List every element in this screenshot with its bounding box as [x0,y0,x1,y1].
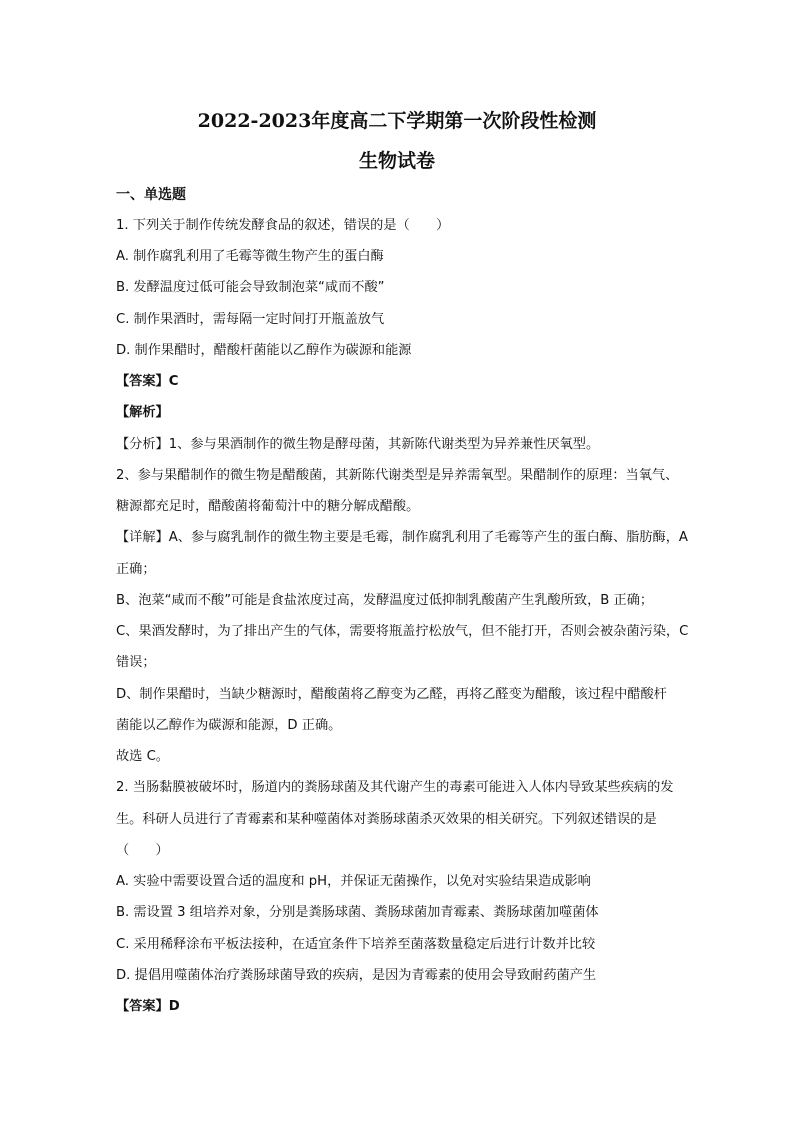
option-d: D. 制作果醋时，醋酸杆菌能以乙醇作为碳源和能源 [116,343,412,358]
explanation-line: C、果酒发酵时，为了排出产生的气体，需要将瓶盖拧松放气，但不能打开，否则会被杂菌污染，C [116,624,689,639]
option-c: C. 制作果酒时，需每隔一定时间打开瓶盖放气 [116,312,385,327]
option-b: B. 发酵温度过低可能会导致制泡菜“咸而不酸” [116,280,385,295]
analysis-line: 糖源都充足时，醋酸菌将葡萄汁中的糖分解成醋酸。 [116,499,420,514]
option-d: D. 提倡用噬菌体治疗粪肠球菌导致的疾病，是因为青霉素的使用会导致耐药菌产生 [116,968,597,983]
question-2-stem: （ ） [116,843,169,858]
question-1-stem: 1. 下列关于制作传统发酵食品的叙述，错误的是（ ） [116,218,450,233]
analysis-heading: 【解析】 [116,405,169,420]
explanation-line: 菌能以乙醇作为碳源和能源，D 正确。 [116,718,342,733]
explanation-line: 错误； [116,655,156,670]
conclusion-line: 故选 C。 [116,749,169,764]
analysis-line: 2、参与果醋制作的微生物是醋酸菌，其新陈代谢类型是异养需氧型。果醋制作的原理：当氧气、 [116,468,679,483]
question-2-stem: 生。科研人员进行了青霉素和某种噬菌体对粪肠球菌杀灭效果的相关研究。下列叙述错误的是 [116,812,657,827]
explanation-line: D、制作果醋时，当缺少糖源时，醋酸菌将乙醇变为乙醛，再将乙醛变为醋酸，该过程中醋酸杆 [116,687,667,702]
option-a: A. 实验中需要设置合适的温度和 pH，并保证无菌操作，以免对实验结果造成影响 [116,874,591,889]
analysis-line: 【分析】1、参与果酒制作的微生物是酵母菌，其新陈代谢类型为异养兼性厌氧型。 [116,437,600,452]
answer-line: 【答案】C [116,374,179,389]
section-heading: 一、单选题 [116,187,186,203]
page-title: 2022-2023年度高二下学期第一次阶段性检测 [197,110,597,132]
answer-line: 【答案】D [116,999,180,1014]
option-b: B. 需设置 3 组培养对象，分别是粪肠球菌、粪肠球菌加青霉素、粪肠球菌加噬菌体 [116,905,599,920]
explanation-line: 正确； [116,562,156,577]
page-subtitle: 生物试卷 [358,150,435,172]
explanation-line: 【详解】A、参与腐乳制作的微生物主要是毛霉，制作腐乳利用了毛霉等产生的蛋白酶、脂肪酶，A [116,530,688,545]
explanation-line: B、泡菜“咸而不酸”可能是食盐浓度过高，发酵温度过低抑制乳酸菌产生乳酸所致，B 正确； [116,593,654,608]
option-a: A. 制作腐乳利用了毛霉等微生物产生的蛋白酶 [116,249,384,264]
question-2-stem: 2. 当肠黏膜被破坏时，肠道内的粪肠球菌及其代谢产生的毒素可能进入人体内导致某些疾病的发 [116,780,674,795]
option-c: C. 采用稀释涂布平板法接种，在适宜条件下培养至菌落数量稳定后进行计数并比较 [116,937,596,952]
